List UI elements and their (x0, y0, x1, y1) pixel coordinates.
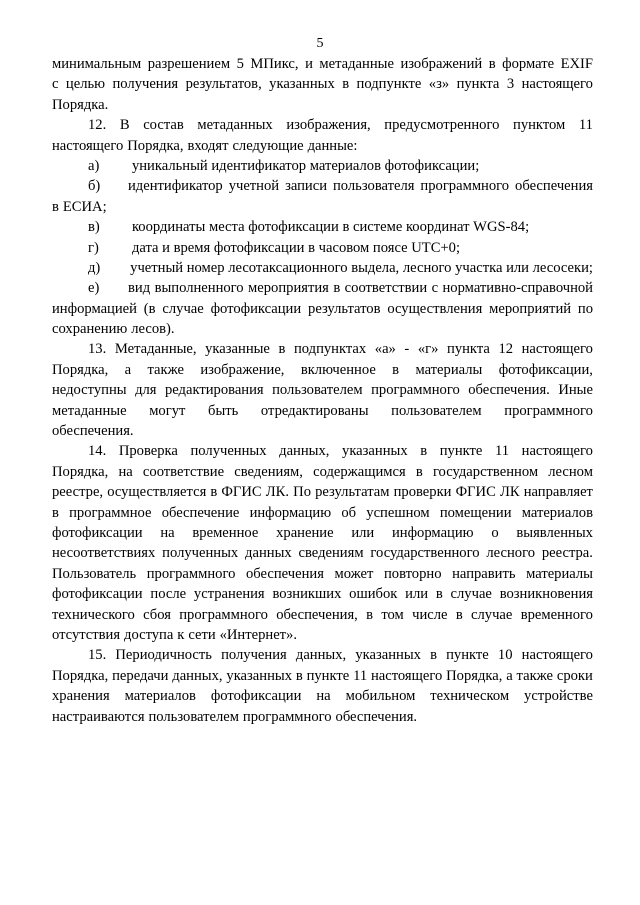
text-line: Порядка, на соответствие сведениям, содержащимся в государственном лесном (52, 463, 593, 480)
text-line: несоответствиях полученных данных сведениям государственного лесного реестра. (52, 545, 593, 562)
list-marker: б) (88, 178, 101, 195)
text-line: отсутствия доступа к сети «Интернет». (52, 626, 298, 643)
page-number: 5 (316, 36, 324, 51)
text-line: технического сбоя программного обеспечения, в том числе в случае временного (52, 606, 593, 623)
text-line: е) вид выполненного мероприятия в соответствии с нормативно-справочной (52, 278, 593, 298)
text-line: 13. Метаданные, указанные в подпунктах «а» - «г» пункта 12 настоящего (88, 341, 593, 358)
text-line: 12. В состав метаданных изображения, предусмотренного пунктом 11 (88, 117, 593, 134)
text-line: г) дата и время фотофиксации в часовом поясе UTC+0; (52, 238, 593, 258)
text-line: д) учетный номер лесотаксационного выдела, лесного участка или лесосеки; (52, 258, 593, 278)
list-marker: а) (88, 157, 100, 174)
text-line: минимальным разрешением 5 МПикс, и метаданные изображений в формате EXIF (52, 56, 593, 72)
text-line: Порядка, а также изображение, включенное в материалы фотофиксации, (52, 361, 593, 378)
text-line: с целью получения результатов, указанных в подпункте «з» пункта 3 настоящего (52, 76, 593, 93)
text-line: б) идентификатор учетной записи пользователя программного обеспечения (52, 176, 593, 196)
text-line: Порядка. (52, 96, 109, 113)
list-marker: в) (88, 219, 100, 236)
text-line: в) координаты места фотофиксации в системе координат WGS-84; (52, 217, 593, 237)
text-line: метаданные могут быть отредактированы пользователем программного (52, 402, 593, 419)
text-line: информацией (в случае фотофиксации результатов осуществления мероприятий по (52, 300, 593, 317)
text-line: в программное обеспечение информацию об успешном помещении материалов (52, 504, 593, 521)
text-line: обеспечения. (52, 423, 134, 440)
text-line: 14. Проверка полученных данных, указанных в пункте 11 настоящего (88, 443, 593, 460)
text-line: недоступны для редактирования пользователем программного обеспечения. Иные (52, 382, 593, 399)
text-line: в ЕСИА; (52, 198, 107, 215)
document-body (52, 54, 593, 727)
text-line: сохранению лесов). (52, 321, 175, 338)
list-marker: е) (88, 280, 100, 297)
text-line: настраиваются пользователем программного обеспечения. (52, 708, 418, 725)
text-line: настоящего Порядка, входят следующие данные: (52, 137, 358, 154)
text-line: а) уникальный идентификатор материалов фотофиксации; (52, 156, 593, 176)
text-line: фотофиксации после устранения возникших ошибок или в случае возникновения (52, 586, 593, 603)
text-line: хранения материалов фотофиксации на мобильном техническом устройстве (52, 688, 593, 705)
text-line: Порядка, передачи данных, указанных в пункте 11 настоящего Порядка, а также сроки (52, 667, 593, 684)
text-line: Пользователь программного обеспечения может повторно направить материалы (52, 565, 593, 582)
text-line: 15. Периодичность получения данных, указанных в пункте 10 настоящего (88, 647, 593, 664)
list-marker: г) (88, 239, 99, 256)
text-line: фотофиксации на временное хранение или информацию о выявленных (52, 524, 593, 541)
list-marker: д) (88, 259, 101, 276)
text-line: реестре, осуществляется в ФГИС ЛК. По результатам проверки ФГИС ЛК направляет (52, 484, 593, 501)
